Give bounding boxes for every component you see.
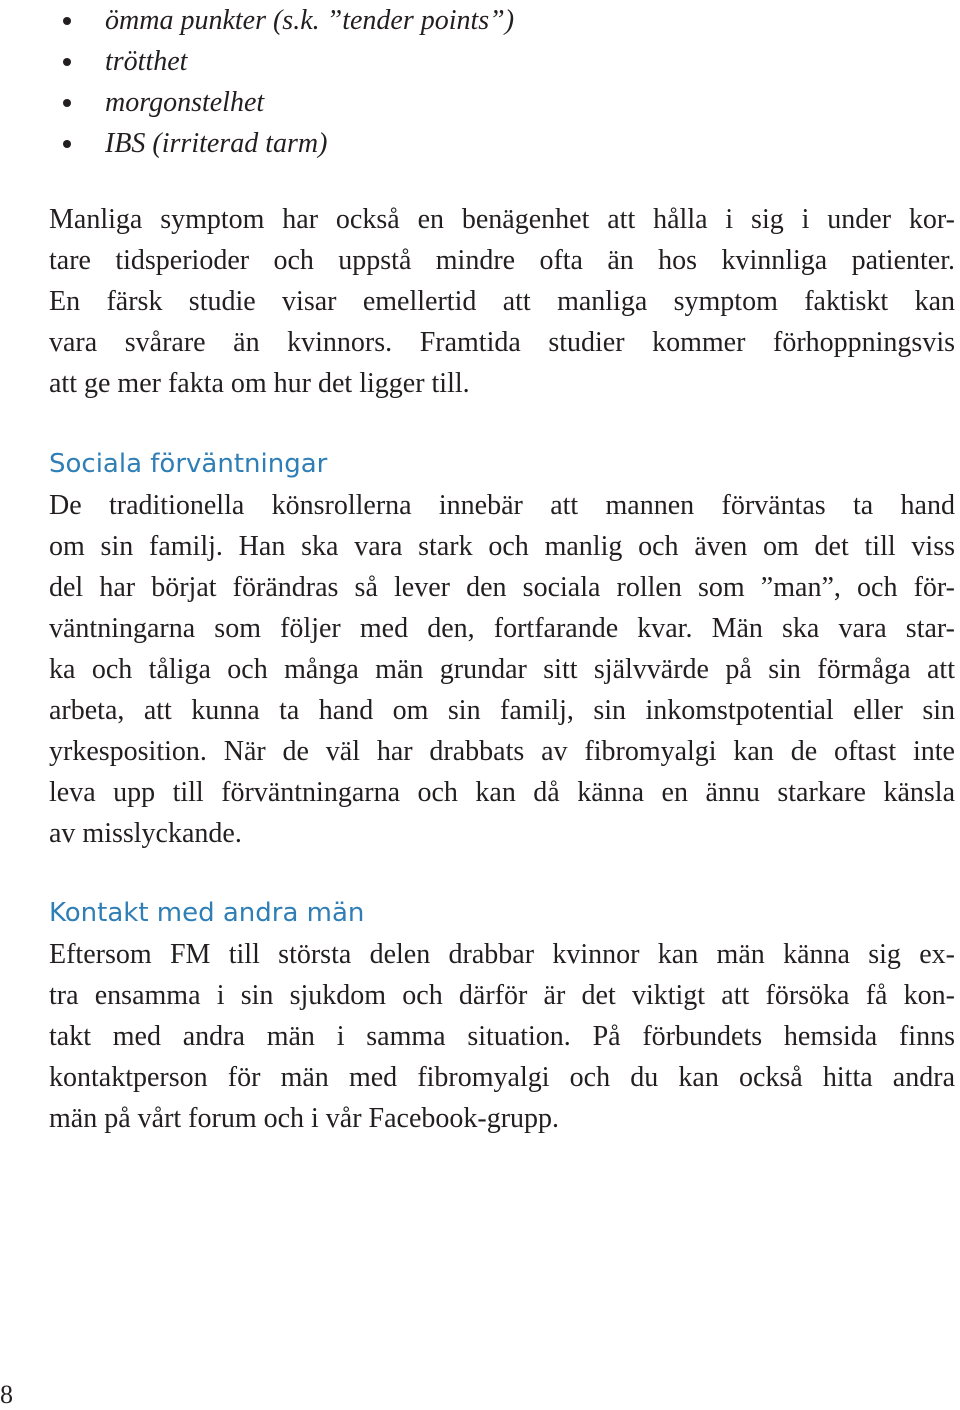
symptom-list [49,0,514,164]
paragraph-contact-other-men [49,934,955,1139]
bullet-icon [63,17,71,25]
list-item [49,41,514,82]
list-item [49,0,514,41]
text-line: väntningarna som följer med den, fortfarande kvar. Män ska vara star- [49,613,955,644]
paragraph-male-symptoms [49,199,955,404]
page-number: 8 [0,1380,13,1409]
text-line: arbeta, att kunna ta hand om sin familj, sin inkomstpotential eller sin [49,695,955,726]
text-line: vara svårare än kvinnors. Framtida studier kommer förhoppningsvis [49,327,955,358]
text-line: Eftersom FM till största delen drabbar kvinnor kan män känna sig ex- [49,939,955,970]
bullet-icon [63,58,71,66]
text-line: del har börjat förändras så lever den sociala rollen som ”man”, och för- [49,572,955,603]
text-line: tra ensamma i sin sjukdom och därför är det viktigt att försöka få kon- [49,980,955,1011]
text-line: män på vårt forum och i vår Facebook-grupp. [49,1103,560,1134]
text-line: om sin familj. Han ska vara stark och manlig och även om det till viss [49,531,955,562]
text-line: att ge mer fakta om hur det ligger till. [49,368,470,399]
text-line: Manliga symptom har också en benägenhet att hålla i sig i under kor- [49,204,955,235]
list-item [49,123,514,164]
bullet-icon [63,99,71,107]
list-item-text: morgonstelhet [105,87,265,118]
text-line: tare tidsperioder och uppstå mindre ofta än hos kvinnliga patienter. [49,245,955,276]
text-line: De traditionella könsrollerna innebär att mannen förväntas ta hand [49,490,955,521]
text-line: takt med andra män i samma situation. På förbundets hemsida finns [49,1021,955,1052]
text-line: leva upp till förväntningarna och kan då känna en ännu starkare känsla [49,777,955,808]
list-item [49,82,514,123]
list-item-text: IBS (irriterad tarm) [105,128,328,159]
text-line: yrkesposition. När de väl har drabbats av fibromyalgi kan de oftast inte [49,736,955,767]
section-heading-contact-other-men: Kontakt med andra män [49,898,365,928]
list-item-text: ömma punkter (s.k. ”tender points”) [105,5,515,36]
section-heading-social-expectations: Sociala förväntningar [49,449,328,479]
text-line: En färsk studie visar emellertid att manliga symptom faktiskt kan [49,286,955,317]
bullet-icon [63,140,71,148]
text-line: kontaktperson för män med fibromyalgi och du kan också hitta andra [49,1062,955,1093]
text-line: av misslyckande. [49,818,242,849]
text-line: ka och tåliga och många män grundar sitt självvärde på sin förmåga att [49,654,955,685]
list-item-text: trötthet [105,46,188,77]
paragraph-social-expectations [49,485,955,854]
